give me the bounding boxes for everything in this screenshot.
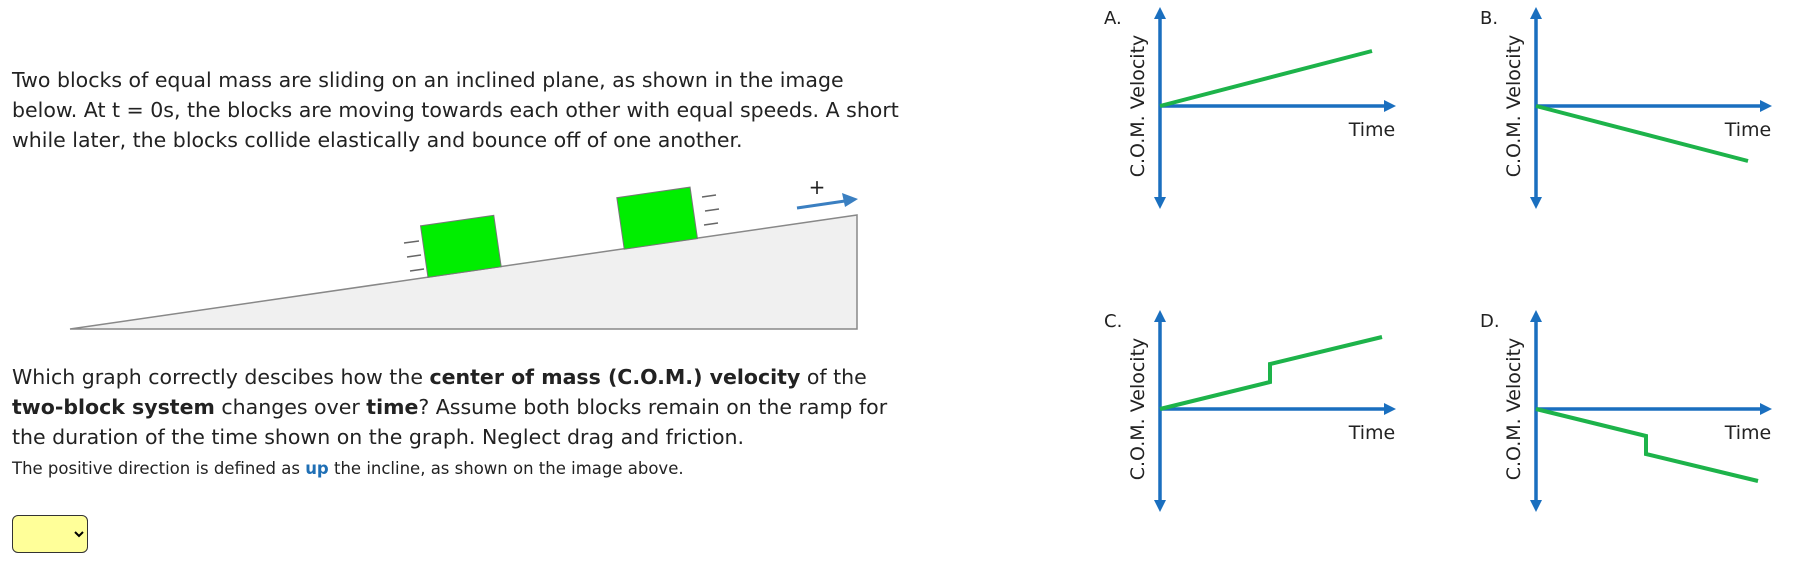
x-axis-label: Time	[1724, 119, 1772, 141]
lower-block	[421, 215, 502, 277]
y-axis-arrow-up	[1530, 7, 1542, 19]
com-velocity-line	[1536, 106, 1748, 161]
graph-d	[1503, 308, 1803, 520]
x-axis-arrow	[1384, 100, 1396, 112]
y-axis-label: C.O.M. Velocity	[1127, 34, 1149, 178]
x-axis-label: Time	[1724, 422, 1772, 444]
graph-option-label: A.	[1104, 8, 1122, 29]
com-velocity-line	[1160, 337, 1382, 409]
graph-option-label: B.	[1480, 8, 1499, 29]
emphasis-text: two-block system	[12, 395, 215, 419]
graph-option-label: C.	[1104, 311, 1123, 332]
y-axis-label: C.O.M. Velocity	[1503, 34, 1525, 178]
positive-direction-arrowhead	[842, 193, 858, 207]
x-axis-arrow	[1384, 403, 1396, 415]
upper-block	[617, 187, 698, 249]
y-axis-arrow-down	[1530, 197, 1542, 209]
y-axis-label: C.O.M. Velocity	[1127, 337, 1149, 481]
y-axis-label: C.O.M. Velocity	[1503, 337, 1525, 481]
emphasis-text: time	[366, 395, 419, 419]
x-axis-label: Time	[1348, 119, 1396, 141]
prompt-text: of the	[800, 365, 867, 389]
lower-block-motion-lines	[404, 241, 424, 271]
plus-sign: +	[808, 180, 826, 199]
x-axis-arrow	[1760, 403, 1772, 415]
emphasis-text: center of mass (C.O.M.) velocity	[429, 365, 801, 389]
x-axis-label: Time	[1348, 422, 1396, 444]
graph-a	[1127, 5, 1427, 217]
positive-direction-arrow	[797, 201, 845, 208]
upper-block-motion-lines	[702, 195, 719, 225]
question-intro: Two blocks of equal mass are sliding on an inclined plane, as shown in the image below. At t = 0s, the blocks are moving towards each other with equal speeds. A short while later, the blocks collide elastically and bounce off of one another.	[12, 68, 899, 152]
y-axis-arrow-down	[1154, 197, 1166, 209]
y-axis-arrow-down	[1154, 500, 1166, 512]
prompt-text: Which graph correctly descibes how the	[12, 365, 430, 389]
direction-note: The positive direction is defined as up the incline, as shown on the image above.	[12, 459, 684, 478]
y-axis-arrow-down	[1530, 500, 1542, 512]
incline-diagram	[0, 180, 880, 340]
note-up-highlight: up	[305, 459, 329, 478]
graph-c	[1127, 308, 1427, 520]
y-axis-arrow-up	[1154, 7, 1166, 19]
graph-option-label: D.	[1480, 311, 1500, 332]
y-axis-arrow-up	[1154, 310, 1166, 322]
y-axis-arrow-up	[1530, 310, 1542, 322]
com-velocity-line	[1160, 51, 1372, 106]
prompt-text: ? Assume both blocks remain on the ramp for the duration of the time shown on the graph. Neglect drag and friction.	[12, 395, 888, 449]
graph-b	[1503, 5, 1803, 217]
question-prompt	[12, 362, 902, 452]
com-velocity-line	[1536, 409, 1758, 481]
x-axis-arrow	[1760, 100, 1772, 112]
answer-dropdown[interactable]	[12, 515, 88, 553]
prompt-text: changes over	[214, 395, 367, 419]
